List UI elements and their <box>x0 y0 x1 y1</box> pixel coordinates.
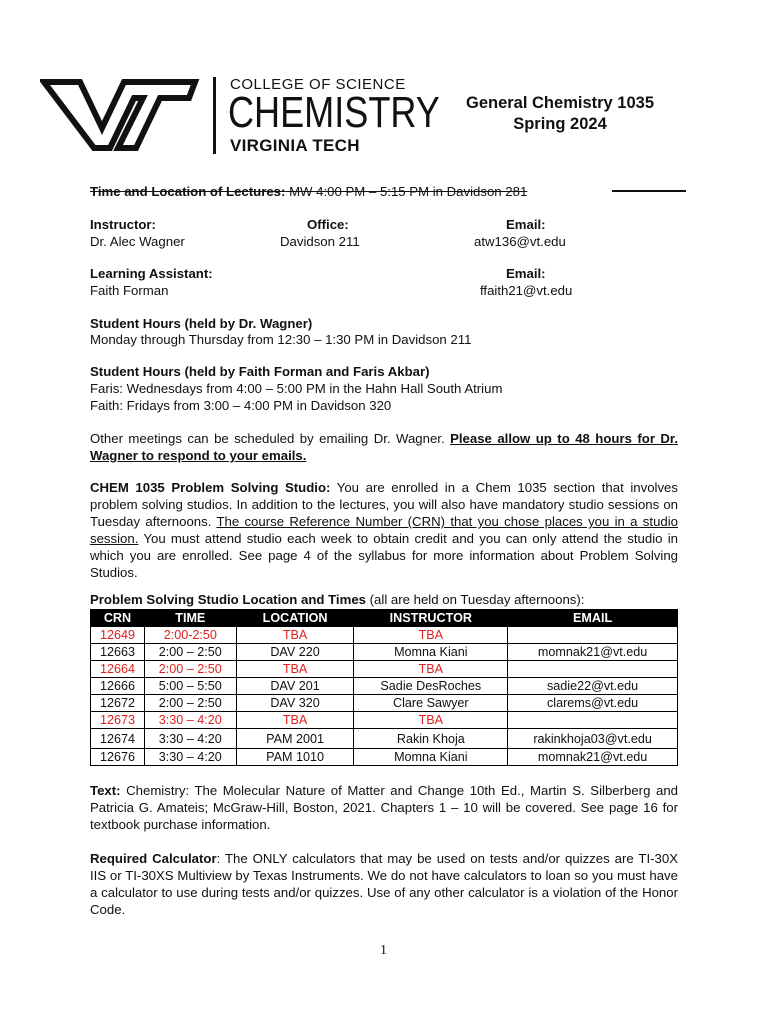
course-term: Spring 2024 <box>513 115 607 133</box>
college-label: COLLEGE OF SCIENCE <box>230 76 406 93</box>
hours-wagner-line: Monday through Thursday from 12:30 – 1:30 PM in Davidson 211 <box>90 332 472 347</box>
instructor-heading: Instructor: <box>90 217 156 232</box>
calculator-body: : The ONLY calculators that may be used on tests and/or quizzes are TI-30X IIS or TI-30XS Multiview by Texas Instruments. We do not have calculators to loan so you must have a calculator to use during tests and/or quizzes. Use of any other calculator is a violation of the Honor Code. <box>90 851 678 917</box>
cell-email[interactable]: sadie22@vt.edu <box>508 678 678 695</box>
cell-crn: 12676 <box>91 749 145 766</box>
table-row <box>91 712 678 729</box>
cell-instructor: TBA <box>354 627 508 644</box>
lecture-info <box>90 184 527 199</box>
assistant-name: Faith Forman <box>90 283 169 298</box>
hours-la-line1: Faris: Wednesdays from 4:00 – 5:00 PM in the Hahn Hall South Atrium <box>90 381 503 396</box>
header-location: LOCATION <box>236 610 354 627</box>
table-note: (all are held on Tuesday afternoons): <box>366 592 585 607</box>
course-name: General Chemistry 1035 <box>465 94 655 112</box>
cell-instructor: Momna Kiani <box>354 644 508 661</box>
lecture-value: MW 4:00 PM – 5:15 PM in Davidson 281 <box>285 184 528 199</box>
cell-crn: 12663 <box>91 644 145 661</box>
table-row <box>91 627 678 644</box>
cell-crn: 12674 <box>91 729 145 749</box>
cell-time: 5:00 – 5:50 <box>144 678 236 695</box>
cell-instructor: Momna Kiani <box>354 749 508 766</box>
cell-crn: 12672 <box>91 695 145 712</box>
studio-table <box>90 609 678 766</box>
calculator-paragraph <box>90 850 678 918</box>
cell-time: 3:30 – 4:20 <box>144 749 236 766</box>
course-title <box>430 93 690 135</box>
cell-email[interactable]: rakinkhoja03@vt.edu <box>508 729 678 749</box>
cell-email[interactable]: momnak21@vt.edu <box>508 749 678 766</box>
studio-paragraph <box>90 479 678 581</box>
cell-email <box>508 661 678 678</box>
cell-time: 3:30 – 4:20 <box>144 729 236 749</box>
cell-crn: 12649 <box>91 627 145 644</box>
logo-divider <box>213 77 216 154</box>
cell-location: PAM 1010 <box>236 749 354 766</box>
text-paragraph <box>90 782 678 833</box>
cell-location: DAV 320 <box>236 695 354 712</box>
table-header-row <box>91 610 678 627</box>
lecture-rule <box>612 190 686 192</box>
instructor-name: Dr. Alec Wagner <box>90 234 185 249</box>
studio-text-3: You must attend studio each week to obtain credit and you can only attend the studio in which you are enrolled. See page 4 of the syllabus for more information about Problem Solving Studios. <box>90 531 678 580</box>
cell-location: DAV 201 <box>236 678 354 695</box>
header-instructor: INSTRUCTOR <box>354 610 508 627</box>
cell-location: TBA <box>236 712 354 729</box>
cell-time: 2:00 – 2:50 <box>144 661 236 678</box>
cell-location: TBA <box>236 627 354 644</box>
header-crn: CRN <box>91 610 145 627</box>
cell-instructor: TBA <box>354 661 508 678</box>
hours-la-line2: Faith: Fridays from 3:00 – 4:00 PM in Davidson 320 <box>90 398 392 413</box>
assistant-email[interactable]: ffaith21@vt.edu <box>480 283 573 298</box>
meetings-paragraph <box>90 430 678 464</box>
cell-time: 2:00 – 2:50 <box>144 644 236 661</box>
cell-crn: 12664 <box>91 661 145 678</box>
studio-title: CHEM 1035 Problem Solving Studio: <box>90 480 331 495</box>
studio-text-2: The course Reference Number (CRN) that you chose places you in a studio session. <box>90 514 678 546</box>
cell-location: PAM 2001 <box>236 729 354 749</box>
table-title: Problem Solving Studio Location and Times <box>90 592 366 607</box>
calculator-label: Required Calculator <box>90 851 217 866</box>
office-heading: Office: <box>307 217 349 232</box>
email-heading: Email: <box>506 217 546 232</box>
table-row <box>91 695 678 712</box>
cell-time: 3:30 – 4:20 <box>144 712 236 729</box>
text-label: Text: <box>90 783 121 798</box>
cell-email <box>508 712 678 729</box>
university-wordmark: VIRGINIA TECH <box>230 136 360 155</box>
cell-location: TBA <box>236 661 354 678</box>
page-number: 1 <box>380 943 387 958</box>
header-email: EMAIL <box>508 610 678 627</box>
hours-la-title: Student Hours (held by Faith Forman and Faris Akbar) <box>90 364 430 379</box>
studio-text-1: You are enrolled in a Chem 1035 section that involves problem solving studios. In addition to the lectures, you will also have mandatory studio sessions on Tuesday afternoons. <box>90 480 678 529</box>
vt-logo <box>40 76 200 154</box>
table-row <box>91 729 678 749</box>
instructor-office: Davidson 211 <box>280 234 360 249</box>
cell-time: 2:00-2:50 <box>144 627 236 644</box>
cell-email <box>508 627 678 644</box>
table-row <box>91 678 678 695</box>
cell-crn: 12666 <box>91 678 145 695</box>
department-wordmark: CHEMISTRY <box>228 88 440 137</box>
cell-time: 2:00 – 2:50 <box>144 695 236 712</box>
cell-email[interactable]: clarems@vt.edu <box>508 695 678 712</box>
cell-instructor: Sadie DesRoches <box>354 678 508 695</box>
text-body: Chemistry: The Molecular Nature of Matter and Change 10th Ed., Martin S. Silberberg and Patricia G. Amateis; McGraw-Hill, Boston, 2021. Chapters 1 – 10 will be covered. See page 16 for textbook purchase information. <box>90 783 678 832</box>
table-row <box>91 749 678 766</box>
table-row <box>91 661 678 678</box>
cell-instructor: Rakin Khoja <box>354 729 508 749</box>
cell-instructor: Clare Sawyer <box>354 695 508 712</box>
cell-crn: 12673 <box>91 712 145 729</box>
instructor-email[interactable]: atw136@vt.edu <box>474 234 566 249</box>
cell-location: DAV 220 <box>236 644 354 661</box>
hours-wagner-title: Student Hours (held by Dr. Wagner) <box>90 316 313 331</box>
cell-instructor: TBA <box>354 712 508 729</box>
lecture-label: Time and Location of Lectures: <box>90 184 286 199</box>
cell-email[interactable]: momnak21@vt.edu <box>508 644 678 661</box>
meetings-emphasis: Please allow up to 48 hours for Dr. Wagner to respond to your emails. <box>90 431 678 463</box>
table-row <box>91 644 678 661</box>
assistant-email-heading: Email: <box>506 266 546 281</box>
header-time: TIME <box>144 610 236 627</box>
table-caption <box>90 592 584 607</box>
meetings-text: Other meetings can be scheduled by emailing Dr. Wagner. <box>90 431 451 446</box>
assistant-heading: Learning Assistant: <box>90 266 213 281</box>
